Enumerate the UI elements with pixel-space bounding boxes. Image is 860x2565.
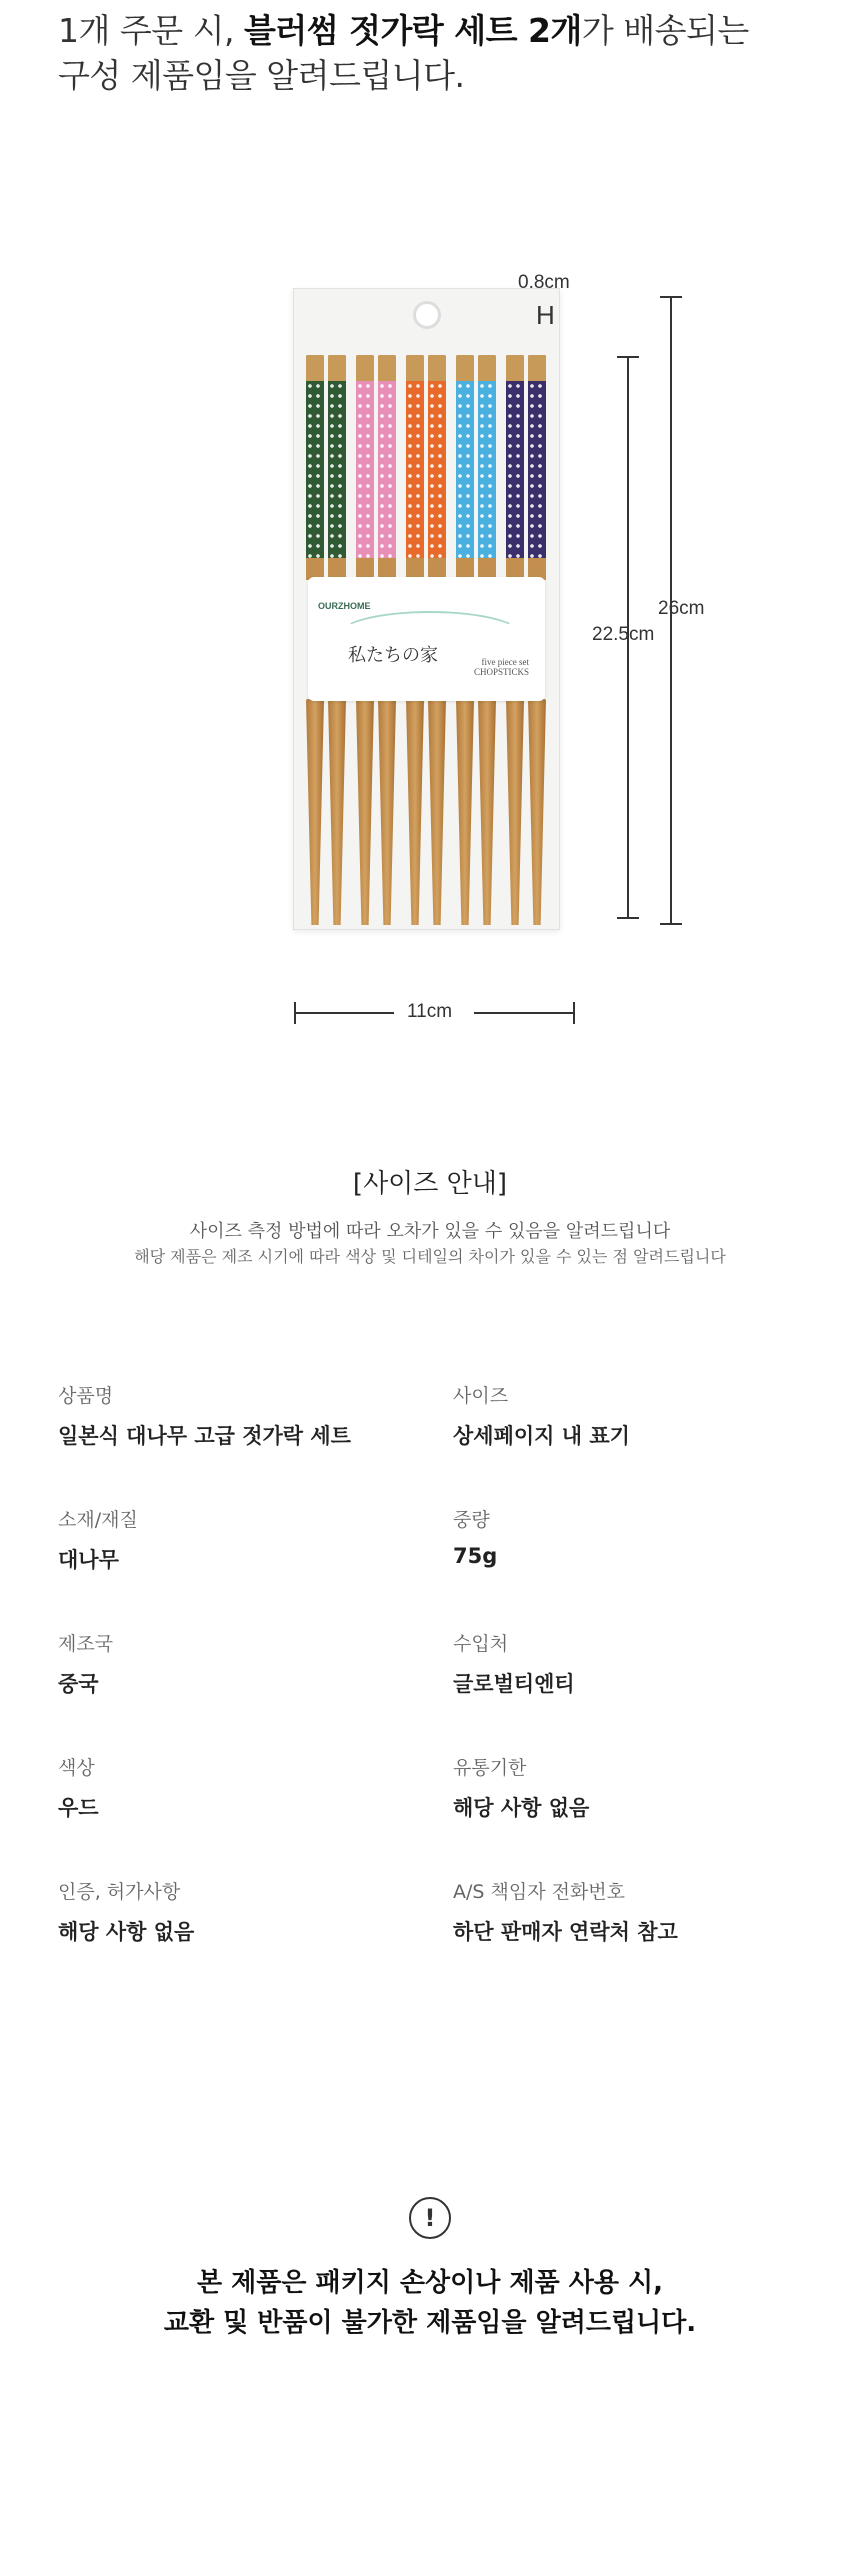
blossom-pattern bbox=[456, 381, 474, 558]
chopstick-tip bbox=[528, 699, 546, 925]
blossom-pattern bbox=[506, 381, 524, 558]
blossom-pattern bbox=[478, 381, 496, 558]
chopstick-cap bbox=[406, 355, 424, 381]
chopstick-cap bbox=[328, 355, 346, 381]
chopstick-tip bbox=[356, 699, 374, 925]
spec-item bbox=[58, 1877, 458, 1946]
chopstick-handle bbox=[528, 355, 546, 580]
chopstick-handle bbox=[378, 355, 396, 580]
blossom-pattern bbox=[378, 381, 396, 558]
spec-item bbox=[58, 1629, 458, 1698]
set-label bbox=[474, 657, 529, 677]
stick-length-cap-bottom bbox=[617, 917, 639, 919]
chopstick-cap bbox=[378, 355, 396, 381]
product-package-image bbox=[293, 288, 560, 930]
size-guide-title: [사이즈 안내] bbox=[352, 1169, 508, 1199]
chopstick-cap bbox=[428, 355, 446, 381]
chopstick-tip bbox=[456, 699, 474, 925]
spec-value: 글로벌티엔티 bbox=[453, 1672, 575, 1696]
chopstick-tip bbox=[328, 699, 346, 925]
set-label-line-1: five piece set bbox=[481, 657, 529, 667]
blossom-pattern bbox=[306, 381, 324, 558]
spec-label: 인증, 허가사항 bbox=[58, 1881, 181, 1903]
spec-value: 75g bbox=[453, 1544, 498, 1568]
intro-line-1 bbox=[58, 8, 749, 53]
chopstick-tip bbox=[478, 699, 496, 925]
set-label-line-2: CHOPSTICKS bbox=[473, 667, 529, 677]
thickness-label: 0.8cm bbox=[518, 272, 570, 293]
spec-item bbox=[453, 1877, 853, 1946]
chopstick-tip bbox=[428, 699, 446, 925]
spec-label: 수입처 bbox=[453, 1633, 509, 1655]
width-label: 11cm bbox=[407, 1001, 453, 1022]
spec-value: 일본식 대나무 고급 젓가락 세트 bbox=[58, 1424, 351, 1448]
chopstick-tip bbox=[306, 699, 324, 925]
total-length-cap-top bbox=[660, 296, 682, 298]
chopstick-handle bbox=[306, 355, 324, 580]
spec-label: 상품명 bbox=[58, 1385, 114, 1407]
spec-label: 유통기한 bbox=[453, 1757, 527, 1779]
total-length-cap-bottom bbox=[660, 923, 682, 925]
spec-value: 해당 사항 없음 bbox=[453, 1796, 590, 1820]
blossom-pattern bbox=[406, 381, 424, 558]
chopstick-handle bbox=[478, 355, 496, 580]
width-line-left bbox=[294, 1012, 394, 1014]
spec-item bbox=[453, 1381, 853, 1450]
chopstick-cap bbox=[528, 355, 546, 381]
spec-value: 해당 사항 없음 bbox=[58, 1920, 195, 1944]
blossom-pattern bbox=[356, 381, 374, 558]
notice-line-1: 본 제품은 패키지 손상이나 제품 사용 시, bbox=[196, 2268, 664, 2298]
hang-hole bbox=[413, 301, 441, 329]
total-length-label: 26cm bbox=[658, 598, 705, 619]
intro-line-1-post: 가 배송되는 bbox=[581, 11, 749, 50]
blossom-pattern bbox=[428, 381, 446, 558]
chopstick-cap bbox=[306, 355, 324, 381]
exclamation-circle-icon: ! bbox=[409, 2197, 451, 2239]
intro-line-1-bold: 블러썸 젓가락 세트 2개 bbox=[243, 11, 582, 50]
japanese-title: 私たちの家 bbox=[348, 645, 438, 666]
spec-item bbox=[453, 1505, 853, 1568]
blossom-pattern bbox=[528, 381, 546, 558]
blossom-pattern bbox=[328, 381, 346, 558]
chopstick-cap bbox=[356, 355, 374, 381]
spec-label: 소재/재질 bbox=[58, 1509, 138, 1531]
spec-item bbox=[58, 1381, 458, 1450]
chopstick-tip bbox=[506, 699, 524, 925]
spec-label: 사이즈 bbox=[453, 1385, 509, 1407]
intro-line-2: 구성 제품임을 알려드립니다. bbox=[58, 56, 465, 95]
spec-label: A/S 책임자 전화번호 bbox=[453, 1881, 626, 1903]
chopstick-handle bbox=[328, 355, 346, 580]
spec-label: 제조국 bbox=[58, 1633, 114, 1655]
size-guide-note-1: 사이즈 측정 방법에 따라 오차가 있을 수 있음을 알려드립니다 bbox=[189, 1221, 671, 1242]
stick-length-label: 22.5cm bbox=[592, 624, 655, 645]
intro-text bbox=[58, 8, 749, 98]
thickness-marker: H bbox=[536, 300, 555, 330]
intro-line-1-pre: 1개 주문 시, bbox=[58, 11, 234, 50]
chopstick-handle bbox=[356, 355, 374, 580]
spec-value: 하단 판매자 연락처 참고 bbox=[453, 1920, 678, 1944]
spec-value: 상세페이지 내 표기 bbox=[453, 1424, 630, 1448]
spec-item bbox=[58, 1505, 458, 1574]
spec-label: 중량 bbox=[453, 1509, 490, 1531]
stick-length-cap-top bbox=[617, 356, 639, 358]
chopstick-tip bbox=[378, 699, 396, 925]
chopstick-tip bbox=[406, 699, 424, 925]
chopstick-handle bbox=[506, 355, 524, 580]
chopstick-cap bbox=[456, 355, 474, 381]
notice-line-2: 교환 및 반품이 불가한 제품임을 알려드립니다. bbox=[163, 2308, 697, 2338]
width-line-right bbox=[474, 1012, 574, 1014]
chopstick-cap bbox=[506, 355, 524, 381]
spec-value: 우드 bbox=[58, 1796, 99, 1820]
chopstick-handle bbox=[456, 355, 474, 580]
package-label-card bbox=[308, 577, 545, 701]
chopstick-handle bbox=[428, 355, 446, 580]
spec-item bbox=[453, 1753, 853, 1822]
chopstick-cap bbox=[478, 355, 496, 381]
spec-label: 색상 bbox=[58, 1757, 95, 1779]
spec-value: 대나무 bbox=[58, 1548, 119, 1572]
spec-value: 중국 bbox=[58, 1672, 99, 1696]
spec-item bbox=[58, 1753, 458, 1822]
chopstick-handle bbox=[406, 355, 424, 580]
brand-logo: OURZHOME bbox=[318, 601, 371, 611]
spec-item bbox=[453, 1629, 853, 1698]
size-guide-note-2: 해당 제품은 제조 시기에 따라 색상 및 디테일의 차이가 있을 수 있는 점 알려드립니다 bbox=[134, 1247, 726, 1266]
